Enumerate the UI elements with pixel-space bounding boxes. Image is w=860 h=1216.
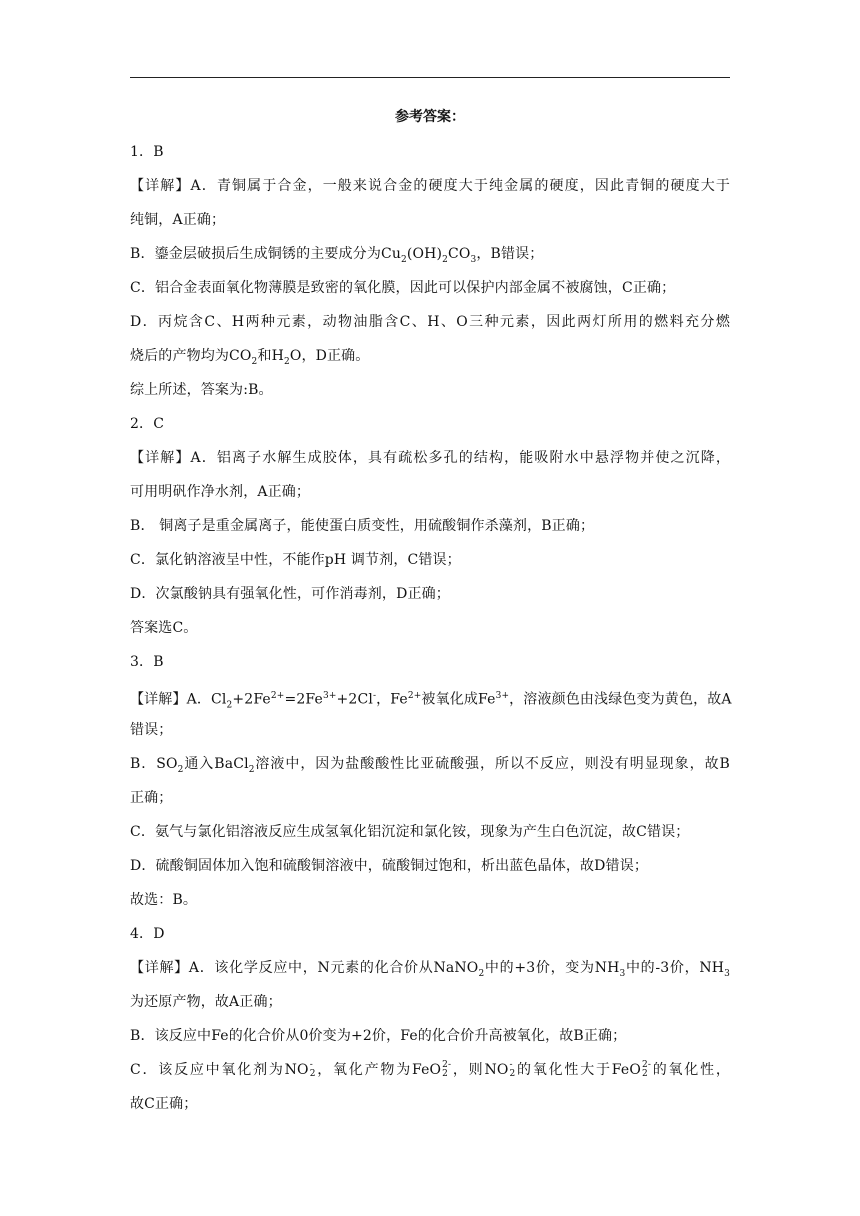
- q1-option-a-line1: 【详解】A．青铜属于合金，一般来说合金的硬度大于纯金属的硬度，因此青铜的硬度大于: [130, 178, 730, 194]
- header-rule: [130, 77, 730, 78]
- q4-option-c-line1: C．该反应中氧化剂为NO - 2 ，氧化产物为FeO 2- 2 ，则NO - 2 的氧化性大于FeO 2- 2 的氧化性，: [130, 1060, 731, 1079]
- q4-option-a-line2: 为还原产物，故A正确；: [130, 994, 282, 1010]
- superscript-subscript-stack: - 2: [509, 1060, 516, 1079]
- q4-option-a-line1: 【详解】A．该化学反应中，N元素的化合价从NaNO$_2$中的+3价，变为$NH_3$中的-3价，$NH_3$: [130, 960, 731, 979]
- answer-document: [130, 104, 730, 1125]
- page-title: 参考答案：: [395, 109, 465, 125]
- q1-conclusion: 综上所述，答案为:B。: [130, 382, 273, 398]
- q2-option-a-line2: 可用明矾作净水剂，A正确；: [130, 484, 311, 500]
- q1-option-a-line2: 纯铜，A正确；: [130, 212, 226, 228]
- q2-number: 2．C: [130, 416, 165, 432]
- q3-number: 3．B: [130, 654, 164, 670]
- q3-option-a-line2: 错误；: [130, 722, 173, 738]
- q4-option-c-line2: 故C正确；: [130, 1096, 198, 1112]
- superscript-subscript-stack: - 2: [309, 1060, 316, 1079]
- q2-option-d: D．次氯酸钠具有强氧化性，可作消毒剂，D正确；: [130, 586, 450, 602]
- q1-option-b: B．鎏金层破损后生成铜锈的主要成分为$Cu_2(OH)_2CO_3$，B错误；: [130, 246, 544, 265]
- q3-conclusion: 故选：B。: [130, 892, 198, 908]
- q1-option-c: C．铝合金表面氧化物薄膜是致密的氧化膜，因此可以保护内部金属不被腐蚀，C正确；: [130, 280, 676, 296]
- q2-conclusion: 答案选C。: [130, 620, 198, 636]
- q3-option-b-line2: 正确；: [130, 790, 173, 806]
- q4-option-b: B．该反应中Fe的化合价从0价变为+2价，Fe的化合价升高被氧化，故B正确；: [130, 1028, 627, 1044]
- q1-number: 1．B: [130, 144, 164, 160]
- q3-option-a-line1: 【详解】A．$Cl_2+2Fe^{2+}=2Fe^{3+}+2Cl^-$，$Fe^{2+}$被氧化成$Fe^{3+}$，溶液颜色由浅绿色变为黄色，故A: [130, 691, 732, 711]
- q1-option-d-line2: 烧后的产物均为$CO_2$和$H_2O$，D正确。: [130, 348, 370, 367]
- q4-number: 4．D: [130, 926, 165, 942]
- q2-option-c: C．氯化钠溶液呈中性，不能作pH 调节剂，C错误；: [130, 552, 461, 568]
- q1-option-d-line1: D．丙烷含C、H两种元素，动物油脂含C、H、O三种元素，因此两灯所用的燃料充分燃: [130, 314, 730, 330]
- q2-option-b: B． 铜离子是重金属离子，能使蛋白质变性，用硫酸铜作杀藻剂，B正确；: [130, 518, 595, 534]
- q2-option-a-line1: 【详解】A．铝离子水解生成胶体，具有疏松多孔的结构，能吸附水中悬浮物并使之沉降，: [130, 450, 730, 466]
- q3-option-d: D．硫酸铜固体加入饱和硫酸铜溶液中，硫酸铜过饱和，析出蓝色晶体，故D错误；: [130, 858, 648, 874]
- q3-option-c: C．氨气与氯化铝溶液反应生成氢氧化铝沉淀和氯化铵，现象为产生白色沉淀，故C错误；: [130, 824, 690, 840]
- superscript-subscript-stack: 2- 2: [641, 1060, 652, 1079]
- superscript-subscript-stack: 2- 2: [442, 1060, 452, 1079]
- q3-option-b-line1: B．$SO_2$通入BaCl$_2$溶液中，因为盐酸酸性比亚硫酸强，所以不反应，则没有明显现象，故B: [130, 756, 730, 775]
